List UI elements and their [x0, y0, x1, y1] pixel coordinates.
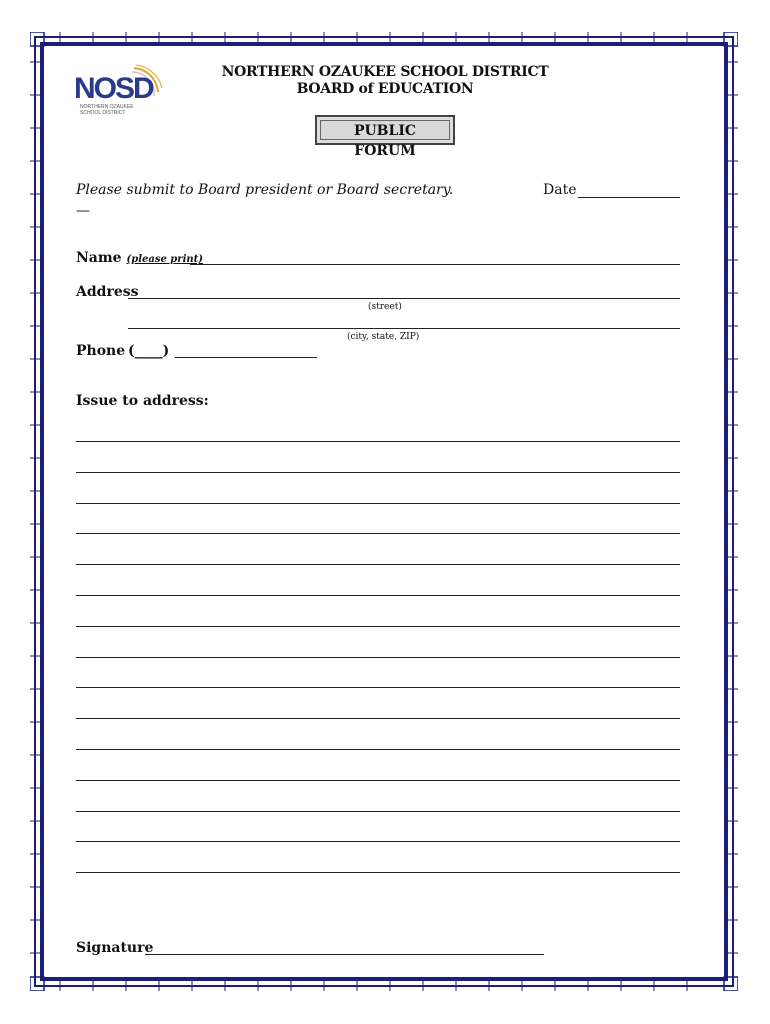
issue-line[interactable] [76, 564, 680, 565]
issue-line[interactable] [76, 626, 680, 627]
logo-wordmark: NOSD [74, 72, 153, 105]
issue-line[interactable] [76, 718, 680, 719]
form-title: PUBLIC FORUM [320, 120, 450, 140]
issue-line[interactable] [76, 872, 680, 873]
issue-line[interactable] [76, 811, 680, 812]
street-hint: (street) [368, 302, 402, 312]
phone-field[interactable] [175, 357, 317, 358]
svg-text:SCHOOL DISTRICT: SCHOOL DISTRICT [80, 110, 126, 116]
page-border-ticks [30, 32, 738, 991]
address-city-field[interactable] [128, 328, 680, 329]
issue-line[interactable] [76, 533, 680, 534]
signature-field[interactable] [145, 954, 544, 955]
dash-mark: — [76, 203, 90, 219]
name-label: Name (please print) [76, 250, 203, 266]
date-field[interactable] [578, 197, 680, 198]
address-street-field[interactable] [128, 298, 680, 299]
board-title: BOARD of EDUCATION [296, 81, 474, 97]
city-hint: (city, state, ZIP) [347, 332, 420, 342]
address-label: Address [76, 284, 139, 300]
issue-line[interactable] [76, 687, 680, 688]
date-label: Date [543, 182, 577, 198]
phone-area-code[interactable]: (____) [128, 343, 170, 359]
phone-label: Phone [76, 343, 126, 359]
public-forum-box [315, 115, 455, 159]
name-hint: (please print) [126, 254, 203, 265]
issue-line[interactable] [76, 841, 680, 842]
signature-label: Signature [76, 940, 154, 956]
issue-line[interactable] [76, 472, 680, 473]
svg-text:NORTHERN OZAUKEE: NORTHERN OZAUKEE [80, 104, 134, 110]
instruction-text: Please submit to Board president or Board secretary. [76, 182, 454, 198]
issue-line[interactable] [76, 780, 680, 781]
district-title: NORTHERN OZAUKEE SCHOOL DISTRICT [221, 64, 549, 80]
issue-line[interactable] [76, 749, 680, 750]
issue-line[interactable] [76, 595, 680, 596]
issue-line[interactable] [76, 503, 680, 504]
name-field[interactable] [190, 264, 680, 265]
issue-line[interactable] [76, 441, 680, 442]
district-logo [72, 62, 164, 120]
issue-line[interactable] [76, 657, 680, 658]
issue-label: Issue to address: [76, 393, 209, 409]
